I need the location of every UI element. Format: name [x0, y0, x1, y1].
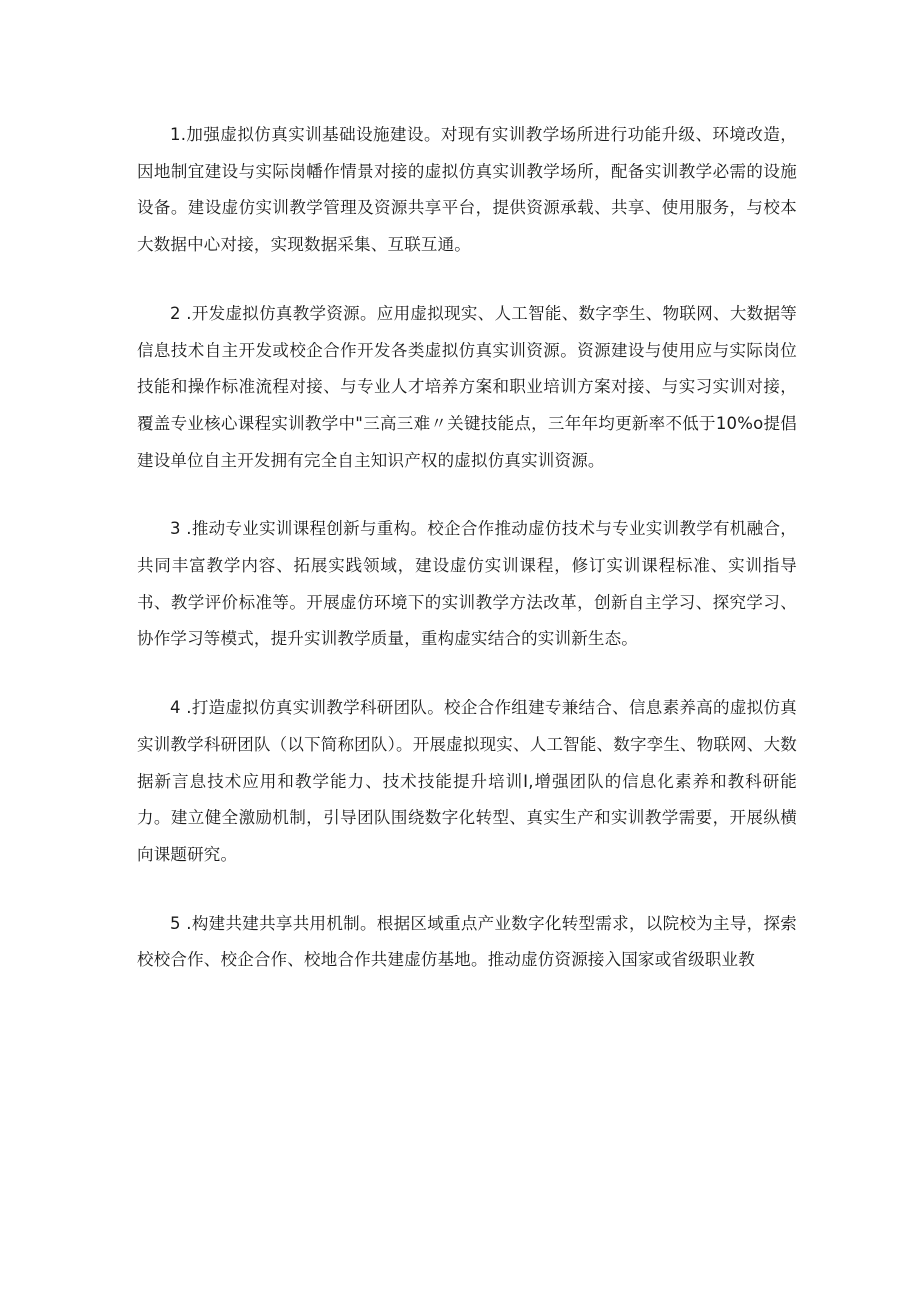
- paragraph-2: 2 .开发虚拟仿真教学资源。应用虚拟现实、人工智能、数字孪生、物联网、大数据等信息技术自主开发或校企合作开发各类虚拟仿真实训资源。资源建设与使用应与实际岗位技能和操作标准流程对接、与专业人才培养方案和职业培训方案对接、与实习实训对接，覆盖专业核心课程实训教学中"三高三难〃关键技能点，三年年均更新率不低于10%o提倡建设单位自主开发拥有完全自主知识产权的虚拟仿真实训资源。: [137, 303, 797, 470]
- paragraph-3: 3 .推动专业实训课程创新与重构。校企合作推动虚仿技术与专业实训教学有机融合，共同丰富教学内容、拓展实践领域，建设虚仿实训课程，修订实训课程标准、实训指导书、教学评价标准等。开展虚仿环境下的实训教学方法改革，创新自主学习、探究学习、协作学习等模式，提升实训教学质量，重构虚实结合的实训新生态。: [137, 519, 797, 649]
- paragraph-1: 1.加强虚拟仿真实训基础设施建设。对现有实训教学场所进行功能升级、环境改造，因地制宜建设与实际岗幡作情景对接的虚拟仿真实训教学场所，配备实训教学必需的设施设备。建设虚仿实训教学管理及资源共享平台，提供资源承载、共享、使用服务，与校本大数据中心对接，实现数据采集、互联互通。: [137, 125, 797, 255]
- paragraph-4: 4 .打造虚拟仿真实训教学科研团队。校企合作组建专兼结合、信息素养高的虚拟仿真实训教学科研团队（以下简称团队）。开展虚拟现实、人工智能、数字孪生、物联网、大数据新言息技术应用和教学能力、技术技能提升培训I,增强团队的信息化素养和教科研能力。建立健全激励机制，引导团队围绕数字化转型、真实生产和实训教学需要，开展纵横向课题研究。: [137, 698, 797, 864]
- document-body: [137, 117, 797, 1011]
- paragraph-5: 5 .构建共建共享共用机制。根据区域重点产业数字化转型需求，以院校为主导，探索校校合作、校企合作、校地合作共建虚仿基地。推动虚仿资源接入国家或省级职业教: [137, 913, 797, 970]
